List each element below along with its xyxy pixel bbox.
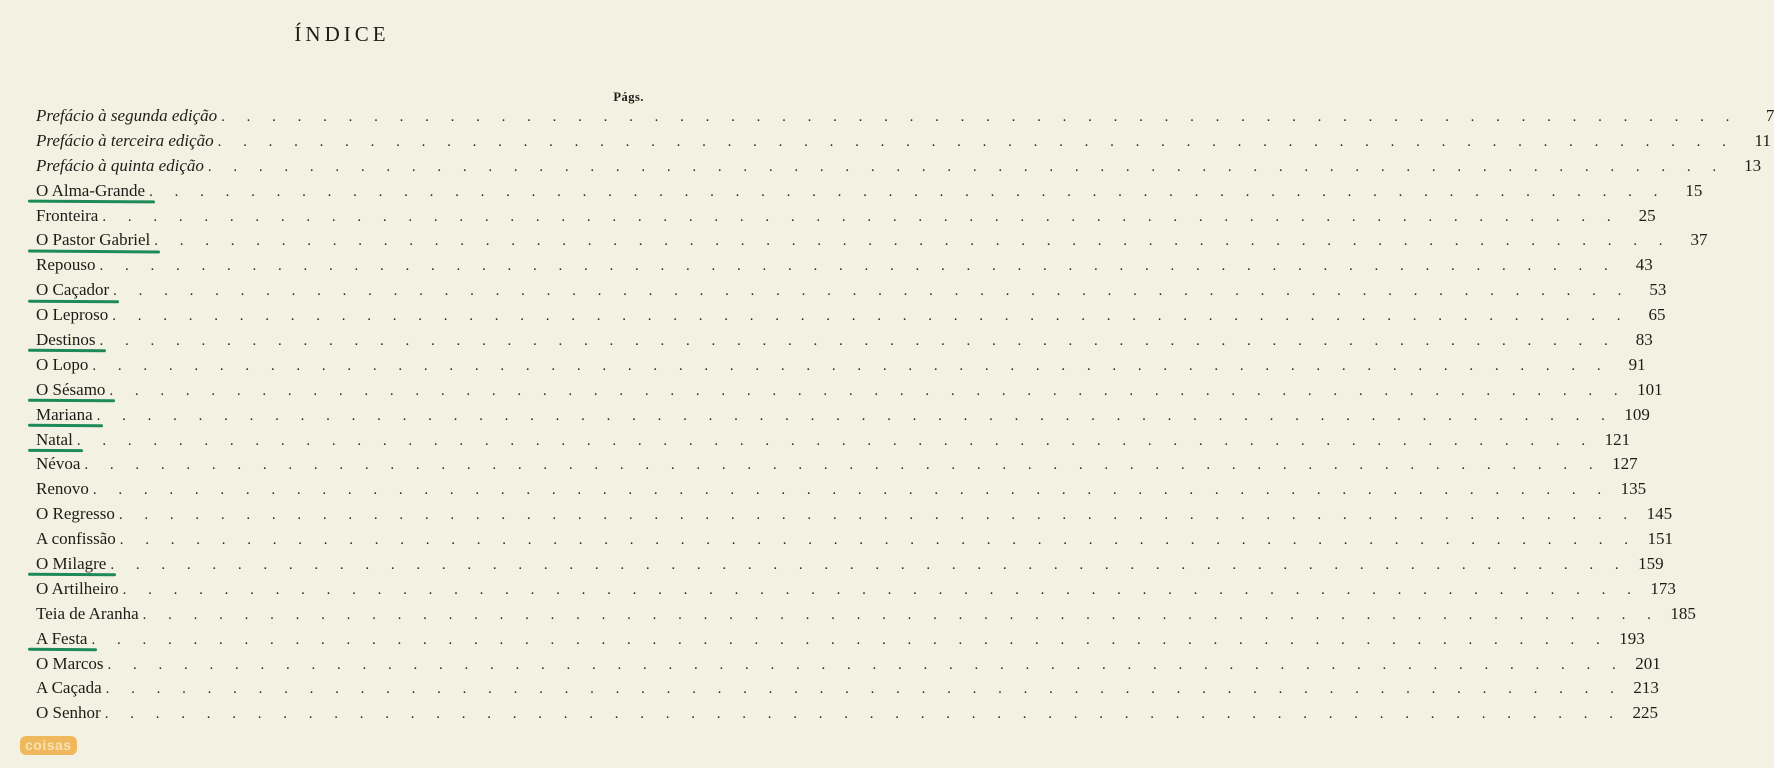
toc-entry	[36, 253, 1653, 278]
toc-entry-page-number: 185	[1670, 603, 1696, 623]
toc-entry	[36, 676, 1659, 701]
toc-entry-title: Prefácio à terceira edição	[36, 130, 214, 150]
toc-entry	[36, 278, 1667, 303]
dot-leader: . . . . . . . . . . . . . . . . . . . . . . . . . . . . . . . . . . . . . . . . . . . . . . . . . . . . . . . . . . . .	[91, 631, 1609, 648]
toc-entry-page-number: 15	[1685, 180, 1703, 200]
toc-entry-page-number: 11	[1754, 130, 1771, 150]
toc-entry	[36, 527, 1674, 552]
dot-leader: . . . . . . . . . . . . . . . . . . . . . . . . . . . . . . . . . . . . . . . . . . . . . . . . . . . . . . . . . . . .	[92, 482, 1611, 499]
dot-leader: . . . . . . . . . . . . . . . . . . . . . . . . . . . . . . . . . . . . . . . . . . . . . . . . . . . . . . . . . . . .	[84, 457, 1602, 474]
toc-entry-title-underlined: O Pastor Gabriel	[36, 228, 154, 253]
toc-entry-title: Repouso	[36, 255, 96, 275]
toc-entry	[36, 577, 1676, 602]
dot-leader: . . . . . . . . . . . . . . . . . . . . . . . . . . . . . . . . . . . . . . . . . . . . . . . . . . . . . . . . . . . .	[142, 606, 1660, 623]
toc-entry-page-number: 13	[1744, 155, 1762, 175]
dot-leader: . . . . . . . . . . . . . . . . . . . . . . . . . . . . . . . . . . . . . . . . . . . . . . . . . . . . . . . . . . . .	[102, 208, 1620, 225]
toc-entry	[36, 378, 1663, 403]
toc-entry-title-underlined: O Sésamo	[36, 378, 109, 403]
toc-entry-page-number: 65	[1648, 305, 1666, 325]
dot-leader: . . . . . . . . . . . . . . . . . . . . . . . . . . . . . . . . . . . . . . . . . . . . . . . . . . . . . . . . . . . .	[221, 109, 1739, 125]
toc-entry	[36, 403, 1650, 428]
toc-entry-title-underlined: Destinos	[36, 328, 100, 353]
toc-entry-title-underlined: O Milagre	[36, 552, 110, 577]
dot-leader: . . . . . . . . . . . . . . . . . . . . . . . . . . . . . . . . . . . . . . . . . . . . . . . . . . . . . . . . . . . .	[110, 557, 1628, 574]
dot-leader: . . . . . . . . . . . . . . . . . . . . . . . . . . . . . . . . . . . . . . . . . . . . . . . . . . . . . . . . . . . .	[107, 656, 1625, 673]
toc-entry	[36, 701, 1658, 726]
toc-entry-title: A confissão	[36, 529, 116, 549]
dot-leader: . . . . . . . . . . . . . . . . . . . . . . . . . . . . . . . . . . . . . . . . . . . . . . . . . . . . . . . . . . . .	[113, 283, 1631, 300]
pages-column-header: Págs.	[613, 90, 644, 104]
toc-entry-title: O Artilheiro	[36, 578, 119, 598]
watermark-logo: coisas	[20, 736, 77, 755]
toc-entry-page-number: 25	[1638, 205, 1656, 225]
dot-leader: . . . . . . . . . . . . . . . . . . . . . . . . . . . . . . . . . . . . . . . . . . . . . . . . . . . . . . . . . . . .	[118, 507, 1637, 524]
toc-entry	[36, 502, 1673, 527]
toc-entry	[36, 627, 1645, 652]
toc-entry-page-number: 151	[1647, 529, 1674, 549]
dot-leader: . . . . . . . . . . . . . . . . . . . . . . . . . . . . . . . . . . . . . . . . . . . . . . . . . . . . . . . . . . . .	[112, 308, 1630, 325]
dot-leader: . . . . . . . . . . . . . . . . . . . . . . . . . . . . . . . . . . . . . . . . . . . . . . . . . . . . . . . . . . . .	[96, 407, 1614, 424]
toc-entry-title-underlined: Natal	[36, 428, 77, 453]
toc-entry	[36, 428, 1631, 453]
toc-entry-page-number: 173	[1650, 578, 1676, 598]
toc-entry-title-underlined: A Festa	[36, 627, 91, 652]
dot-leader: . . . . . . . . . . . . . . . . . . . . . . . . . . . . . . . . . . . . . . . . . . . . . . . . . . . . . . . . . . . .	[122, 581, 1640, 598]
toc-entry-page-number: 83	[1635, 330, 1653, 350]
toc-entry-title: Teia de Aranha	[36, 603, 139, 623]
toc-entry-title: Fronteira	[36, 205, 99, 225]
toc-entry	[36, 228, 1708, 253]
toc-entry-page-number: 225	[1632, 703, 1658, 723]
toc-entry-page-number: 7	[1765, 106, 1774, 125]
toc-entry-page-number: 37	[1690, 230, 1708, 250]
dot-leader: . . . . . . . . . . . . . . . . . . . . . . . . . . . . . . . . . . . . . . . . . . . . . . . . . . . . . . . . . . . .	[104, 706, 1622, 723]
toc-entry-page-number: 127	[1612, 454, 1638, 474]
toc-entry	[36, 104, 1774, 129]
toc-entry-page-number: 213	[1633, 678, 1659, 698]
toc-entry-page-number: 109	[1624, 404, 1650, 424]
dot-leader: . . . . . . . . . . . . . . . . . . . . . . . . . . . . . . . . . . . . . . . . . . . . . . . . . . . . . . . . . . . .	[154, 233, 1672, 250]
dot-leader: . . . . . . . . . . . . . . . . . . . . . . . . . . . . . . . . . . . . . . . . . . . . . . . . . . . . . . . . . . . .	[76, 432, 1595, 449]
toc-entry-title: Prefácio à segunda edição	[36, 106, 218, 125]
toc-entry-title: A Caçada	[36, 678, 102, 698]
toc-entry-page-number: 145	[1646, 504, 1673, 524]
toc-entry-title: O Regresso	[36, 504, 115, 524]
toc-entry	[36, 204, 1656, 229]
toc-entry-title: Renovo	[36, 479, 89, 499]
toc-entry	[36, 552, 1664, 577]
dot-leader: . . . . . . . . . . . . . . . . . . . . . . . . . . . . . . . . . . . . . . . . . . . . . . . . . . . . . . . . . . . .	[109, 382, 1627, 399]
toc-entry-page-number: 53	[1649, 280, 1667, 300]
table-of-contents	[36, 104, 1774, 726]
toc-entry-title: Prefácio à quinta edição	[36, 155, 204, 175]
dot-leader: . . . . . . . . . . . . . . . . . . . . . . . . . . . . . . . . . . . . . . . . . . . . . . . . . . . . . . . . . . . .	[149, 183, 1667, 200]
dot-leader: . . . . . . . . . . . . . . . . . . . . . . . . . . . . . . . . . . . . . . . . . . . . . . . . . . . . . . . . . . . .	[217, 133, 1735, 150]
toc-entry-title-underlined: O Alma-Grande	[36, 179, 149, 204]
toc-entry	[36, 652, 1661, 677]
toc-entry	[36, 353, 1646, 378]
toc-entry-title: O Senhor	[36, 703, 101, 723]
toc-entry	[36, 328, 1653, 353]
dot-leader: . . . . . . . . . . . . . . . . . . . . . . . . . . . . . . . . . . . . . . . . . . . . . . . . . . . . . . . . . . . .	[92, 357, 1610, 374]
toc-entry	[36, 129, 1771, 154]
page-title: ÍNDICE	[294, 22, 390, 46]
toc-entry-page-number: 201	[1635, 653, 1661, 673]
toc-entry-page-number: 121	[1604, 429, 1631, 449]
toc-entry	[36, 154, 1762, 179]
dot-leader: . . . . . . . . . . . . . . . . . . . . . . . . . . . . . . . . . . . . . . . . . . . . . . . . . . . . . . . . . . . .	[99, 258, 1617, 275]
toc-entry	[36, 452, 1638, 477]
toc-entry-page-number: 43	[1635, 255, 1653, 275]
dot-leader: . . . . . . . . . . . . . . . . . . . . . . . . . . . . . . . . . . . . . . . . . . . . . . . . . . . . . . . . . . . .	[207, 158, 1726, 175]
toc-entry-title: O Lopo	[36, 354, 89, 374]
toc-entry-page-number: 135	[1620, 479, 1647, 499]
toc-entry	[36, 303, 1666, 328]
toc-entry-title-underlined: O Caçador	[36, 278, 113, 303]
toc-entry-title: Névoa	[36, 454, 81, 474]
toc-entry-page-number: 91	[1628, 354, 1646, 374]
toc-entry-page-number: 101	[1637, 379, 1663, 399]
toc-entry	[36, 602, 1696, 627]
dot-leader: . . . . . . . . . . . . . . . . . . . . . . . . . . . . . . . . . . . . . . . . . . . . . . . . . . . . . . . . . . . .	[99, 333, 1617, 350]
toc-entry-title-underlined: Mariana	[36, 403, 97, 428]
toc-entry-page-number: 193	[1619, 628, 1645, 648]
toc-entry	[36, 477, 1647, 502]
toc-entry-title: O Leproso	[36, 305, 109, 325]
dot-leader: . . . . . . . . . . . . . . . . . . . . . . . . . . . . . . . . . . . . . . . . . . . . . . . . . . . . . . . . . . . .	[105, 681, 1623, 698]
toc-entry	[36, 179, 1703, 204]
toc-entry-page-number: 159	[1638, 554, 1664, 574]
toc-entry-title: O Marcos	[36, 653, 104, 673]
dot-leader: . . . . . . . . . . . . . . . . . . . . . . . . . . . . . . . . . . . . . . . . . . . . . . . . . . . . . . . . . . . .	[119, 532, 1638, 549]
